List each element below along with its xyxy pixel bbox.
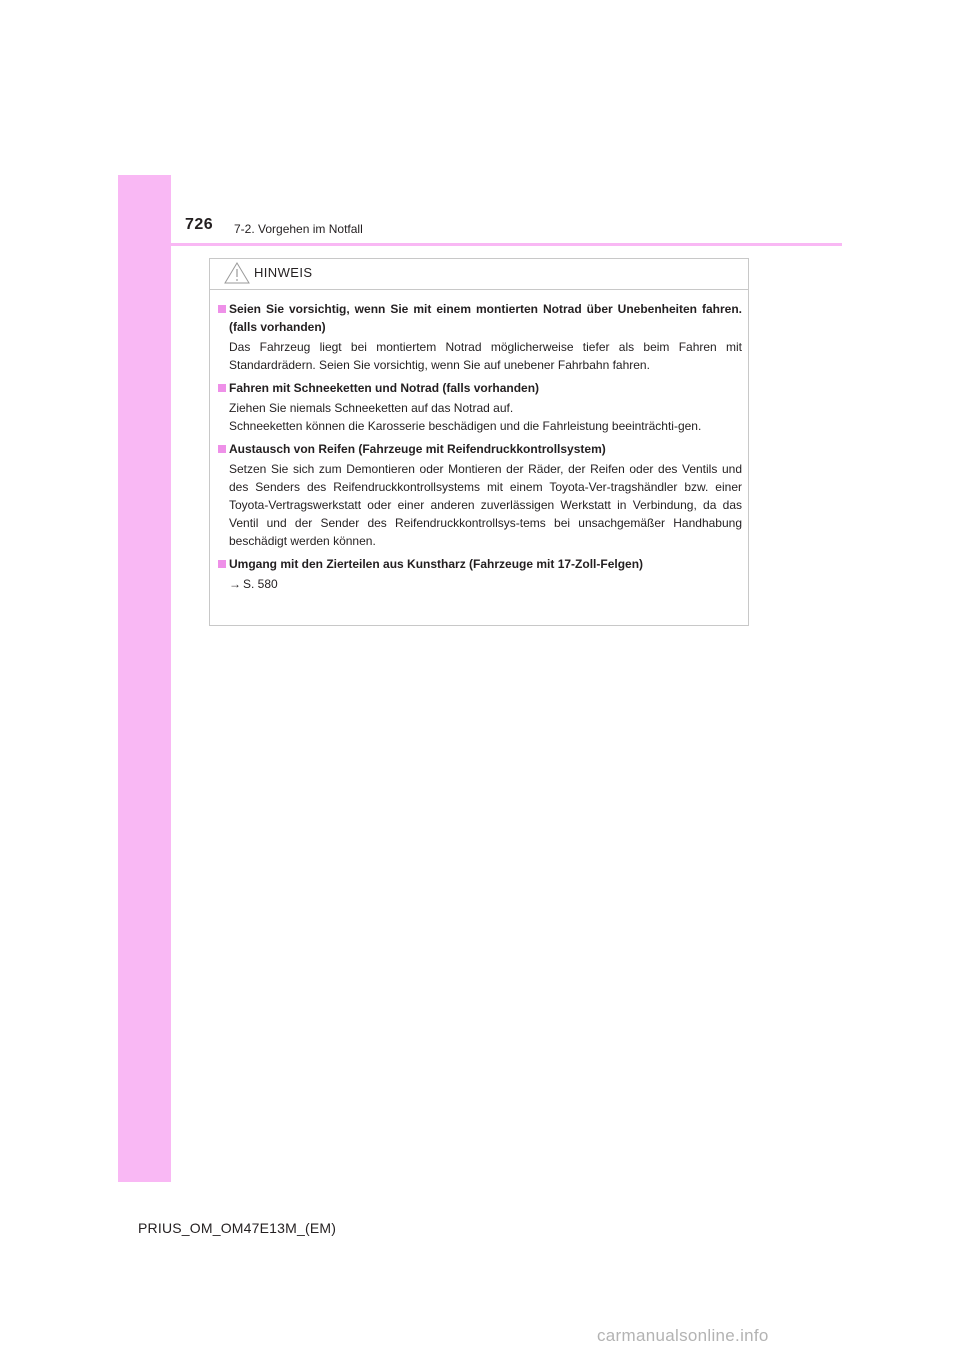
notice-item xyxy=(218,555,742,593)
document-id: PRIUS_OM_OM47E13M_(EM) xyxy=(138,1220,337,1236)
header-rule xyxy=(118,243,842,246)
side-tab-bar xyxy=(118,175,171,1182)
arrow-right-icon: → xyxy=(229,577,241,591)
item-body xyxy=(218,460,742,550)
page-reference-text[interactable]: S. 580 xyxy=(243,577,278,591)
item-heading: Fahren mit Schneeketten und Notrad (falls vorhanden) xyxy=(218,379,742,397)
watermark-site: carmanualsonline.info xyxy=(597,1326,769,1345)
notice-item xyxy=(218,440,742,550)
section-title: 7-2. Vorgehen im Notfall xyxy=(234,222,363,236)
square-bullet-icon xyxy=(218,305,226,313)
item-body xyxy=(218,338,742,374)
item-heading: Austausch von Reifen (Fahrzeuge mit Reifendruckkontrollsystem) xyxy=(218,440,742,458)
item-heading: Seien Sie vorsichtig, wenn Sie mit einem montierten Notrad über Unebenheiten fahren. (falls vorhanden) xyxy=(218,300,742,336)
notice-box xyxy=(209,258,749,626)
warning-triangle-icon xyxy=(224,262,250,284)
item-paragraph: Das Fahrzeug liegt bei montiertem Notrad möglicherweise tiefer als beim Fahren mit Standardrädern. Seien Sie vorsichtig, wenn Sie auf unebener Fahrbahn fahren. xyxy=(229,340,742,372)
item-heading: Umgang mit den Zierteilen aus Kunstharz (Fahrzeuge mit 17-Zoll-Felgen) xyxy=(218,555,742,573)
item-paragraph: Ziehen Sie niemals Schneeketten auf das Notrad auf. xyxy=(229,401,514,415)
page-number: 726 xyxy=(185,216,214,233)
page-reference[interactable] xyxy=(218,575,742,593)
notice-title: HINWEIS xyxy=(254,265,313,280)
notice-header xyxy=(210,259,748,290)
square-bullet-icon xyxy=(218,384,226,392)
item-paragraph: Setzen Sie sich zum Demontieren oder Montieren der Räder, der Reifen oder des Ventils und des Senders des Reifendruckkontrollsystems mit einem Toyota-Ver-tragshändler bzw. einer Toyota-Vertragswerkstatt oder einer anderen zuverlässigen Werkstatt in Verbindung, da das Ventil und der Sender des Reifendruckkontrollsys-tems bei unsachgemäßer Handhabung beschädigt werden können. xyxy=(229,462,742,548)
notice-item xyxy=(218,300,742,374)
square-bullet-icon xyxy=(218,445,226,453)
item-paragraph: Schneeketten können die Karosserie beschädigen und die Fahrleistung beeinträchti-gen. xyxy=(229,419,702,433)
notice-item xyxy=(218,379,742,435)
square-bullet-icon xyxy=(218,560,226,568)
notice-content xyxy=(218,300,742,598)
item-body xyxy=(218,399,742,435)
